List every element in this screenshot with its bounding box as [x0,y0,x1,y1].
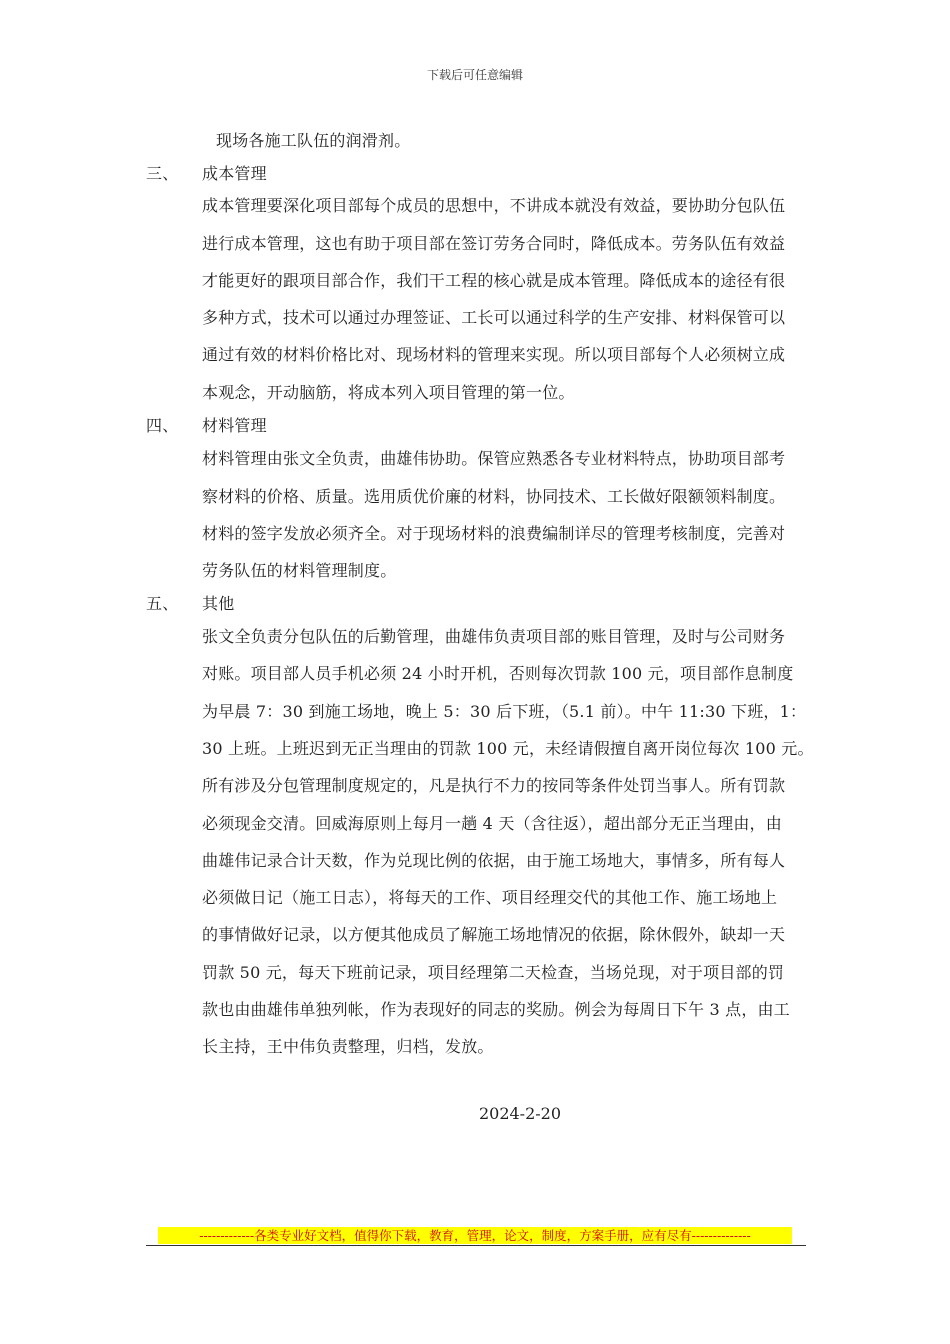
section-heading: 其他 [202,594,235,613]
paragraph-line: 成本管理要深化项目部每个成员的思想中，不讲成本就没有效益，要协助分包队伍 [202,196,786,215]
paragraph-line: 30 上班。上班迟到无正当理由的罚款 100 元，未经请假擅自离开岗位每次 100 元。 [202,739,814,758]
paragraph-line: 材料管理由张文全负责，曲雄伟协助。保管应熟悉各专业材料特点，协助项目部考 [202,449,786,468]
section-number: 四、 [146,416,179,435]
paragraph-line: 对账。项目部人员手机必须 24 小时开机，否则每次罚款 100 元，项目部作息制度 [202,664,794,683]
paragraph-line: 进行成本管理，这也有助于项目部在签订劳务合同时，降低成本。劳务队伍有效益 [202,234,786,253]
paragraph-line: 多种方式，技术可以通过办理签证、工长可以通过科学的生产安排、材料保管可以 [202,308,786,327]
intro-line: 现场各施工队伍的润滑剂。 [216,131,411,150]
paragraph-line: 必须做日记（施工日志），将每天的工作、项目经理交代的其他工作、施工场地上 [202,888,778,907]
paragraph-line: 款也由曲雄伟单独列帐，作为表现好的同志的奖励。例会为每周日下午 3 点，由工 [202,1000,790,1019]
section-heading: 成本管理 [202,164,267,183]
document-date: 2024-2-20 [478,1104,562,1123]
footer-banner: -------------各类专业好文档，值得你下载，教育，管理，论文，制度，方案手册，应有尽有-------------- [199,1228,751,1243]
paragraph-line: 劳务队伍的材料管理制度。 [202,561,397,580]
paragraph-line: 才能更好的跟项目部合作，我们干工程的核心就是成本管理。降低成本的途径有很 [202,271,786,290]
paragraph-line: 察材料的价格、质量。选用质优价廉的材料，协同技术、工长做好限额领料制度。 [202,487,786,506]
paragraph-line: 张文全负责分包队伍的后勤管理，曲雄伟负责项目部的账目管理，及时与公司财务 [202,627,786,646]
paragraph-line: 曲雄伟记录合计天数，作为兑现比例的依据，由于施工场地大，事情多，所有每人 [202,851,786,870]
paragraph-line: 通过有效的材料价格比对、现场材料的管理来实现。所以项目部每个人必须树立成 [202,345,786,364]
paragraph-line: 所有涉及分包管理制度规定的，凡是执行不力的按同等条件处罚当事人。所有罚款 [202,776,786,795]
section-number: 五、 [146,594,179,613]
paragraph-line: 本观念，开动脑筋，将成本列入项目管理的第一位。 [202,383,575,402]
section-number: 三、 [146,164,179,183]
paragraph-line: 罚款 50 元，每天下班前记录，项目经理第二天检查，当场兑现，对于项目部的罚 [202,963,785,982]
paragraph-line: 为早晨 7：30 到施工场地，晚上 5：30 后下班，（5.1 前）。中午 11:30 下班，1： [202,702,807,721]
paragraph-line: 材料的签字发放必须齐全。对于现场材料的浪费编制详尽的管理考核制度，完善对 [202,524,786,543]
paragraph-line: 的事情做好记录，以方便其他成员了解施工场地情况的依据，除休假外，缺却一天 [202,925,786,944]
paragraph-line: 必须现金交清。回威海原则上每月一趟 4 天（含往返），超出部分无正当理由，由 [202,814,782,833]
section-heading: 材料管理 [202,416,267,435]
page-header: 下载后可任意编辑 [426,68,523,82]
footer-divider [146,1245,806,1246]
paragraph-line: 长主持，王中伟负责整理，归档，发放。 [202,1037,494,1056]
